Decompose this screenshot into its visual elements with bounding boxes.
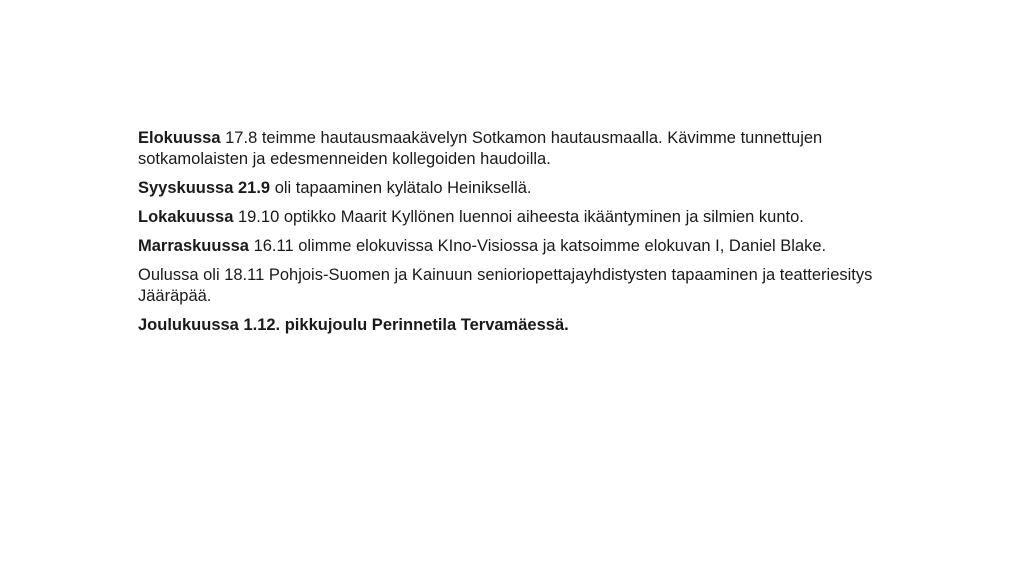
paragraph-text: 17.8 teimme hautausmaakävelyn Sotkamon hautausmaalla. Kävimme tunnettujen sotkamolaisten ja edesmenneiden kollegoiden haudoilla. <box>138 129 823 168</box>
paragraph-october <box>138 207 908 228</box>
paragraph-bold-lead: Syyskuussa 21.9 <box>138 179 271 197</box>
paragraph-text: oli tapaaminen kylätalo Heiniksellä. <box>270 179 532 197</box>
paragraph-september <box>138 178 908 199</box>
paragraph-oulu <box>138 265 908 307</box>
paragraph-bold-lead: Elokuussa <box>138 129 221 147</box>
paragraph-text: Oulussa oli 18.11 Pohjois-Suomen ja Kainuun senioriopettajayhdistysten tapaaminen ja teatteriesitys Jääräpää. <box>138 266 873 305</box>
paragraph-text: 19.10 optikko Maarit Kyllönen luennoi aiheesta ikääntyminen ja silmien kunto. <box>233 208 804 226</box>
paragraph-bold-lead: Lokakuussa <box>138 208 234 226</box>
paragraph-december <box>138 315 908 336</box>
paragraph-bold-lead: Joulukuussa 1.12. pikkujoulu Perinnetila Tervamäessä. <box>138 316 569 334</box>
paragraph-text: 16.11 olimme elokuvissa KIno-Visiossa ja katsoimme elokuvan I, Daniel Blake. <box>248 237 827 255</box>
slide-body <box>138 128 908 344</box>
paragraph-august <box>138 128 908 170</box>
paragraph-november <box>138 236 908 257</box>
paragraph-bold-lead: Marraskuussa <box>138 237 249 255</box>
